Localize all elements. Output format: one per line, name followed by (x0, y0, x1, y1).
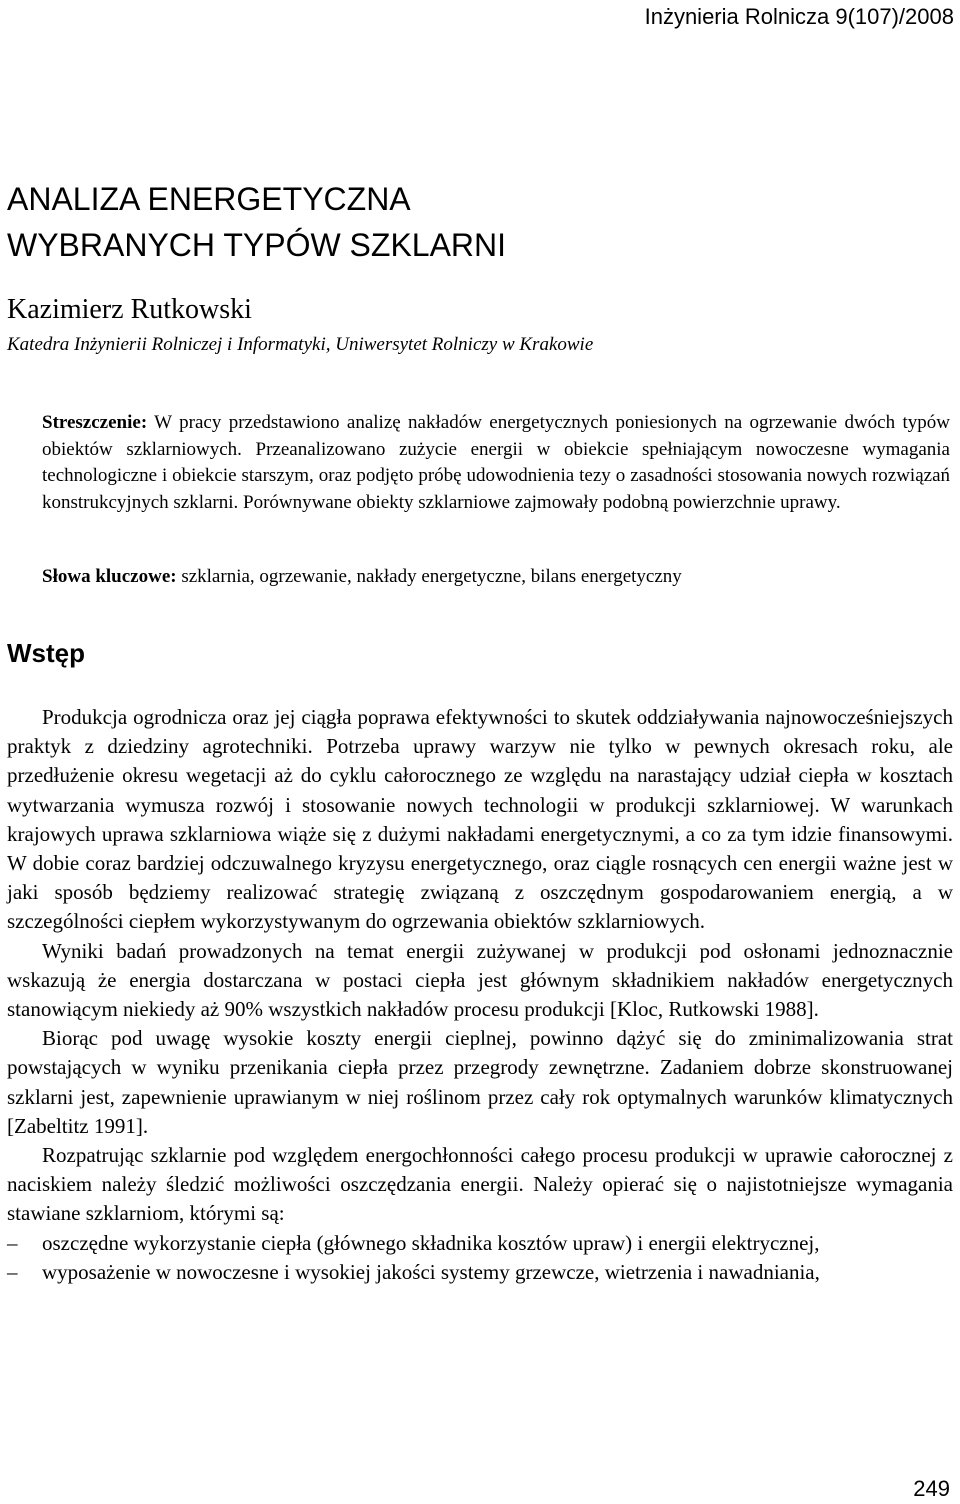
list-item-text: oszczędne wykorzystanie ciepła (głównego składnika kosztów upraw) i energii elektrycznej, (42, 1230, 820, 1255)
abstract-label: Streszczenie: (42, 412, 148, 433)
requirements-list (7, 1229, 953, 1287)
dash-marker: – (7, 1259, 18, 1284)
author-name: Kazimierz Rutkowski (7, 294, 252, 325)
dash-marker: – (7, 1230, 18, 1255)
section-heading: Wstęp (7, 638, 85, 668)
list-item (7, 1258, 953, 1287)
page-number: 249 (913, 1476, 950, 1501)
abstract-text: W pracy przedstawiono analizę nakładów energetycznych poniesionych na ogrzewanie dwóch typów obiektów szklarniowych. Przeanalizowano zużycie energii w obiekcie spełniającym nowoczesne wymagania technologiczne i obiekcie starszym, oraz podjęto próbę udowodnienia tezy o zasadności stosowania nowych rozwiązań konstrukcyjnych szklarni. Porównywane obiekty szklarniowe zajmowały podobną powierzchnie uprawy. (42, 412, 950, 514)
journal-header: Inżynieria Rolnicza 9(107)/2008 (644, 4, 954, 29)
abstract (42, 410, 950, 517)
title-line-1: ANALIZA ENERGETYCZNA (7, 181, 411, 217)
section-body (7, 703, 953, 1287)
list-item-text: wyposażenie w nowoczesne i wysokiej jakości systemy grzewcze, wietrzenia i nawadniania, (42, 1259, 820, 1284)
title-line-2: WYBRANYCH TYPÓW SZKLARNI (7, 227, 507, 263)
author-affiliation: Katedra Inżynierii Rolniczej i Informatyki, Uniwersytet Rolniczy w Krakowie (7, 334, 594, 355)
keywords-text: szklarnia, ogrzewanie, nakłady energetyczne, bilans energetyczny (176, 566, 682, 587)
body-paragraph: Produkcja ogrodnicza oraz jej ciągła poprawa efektywności to skutek oddziaływania najnowocześniejszych praktyk z dziedziny agrotechniki. Potrzeba uprawy warzyw nie tylko w pewnych okresach roku, ale przedłużenie okresu wegetacji aż do cyklu całorocznego ze względu na narastający udział ciepła w kosztach wytwarzania wymusza rozwój i stosowanie nowych technologii w produkcji szklarniowej. W warunkach krajowych uprawa szklarniowa wiąże się z dużymi nakładami energetycznymi, a co za tym idzie finansowymi. W dobie coraz bardziej odczuwalnego kryzysu energetycznego, oraz ciągle rosnących cen energii ważne jest w jaki sposób będziemy realizować strategię związaną z oszczędnym gospodarowaniem energią, a w szczególności ciepłem wykorzystywanym do ogrzewania obiektów szklarniowych. (7, 705, 953, 934)
body-paragraph: Rozpatrując szklarnie pod względem energochłonności całego procesu produkcji w uprawie całorocznej z naciskiem należy śledzić możliwości oszczędzania energii. Należy opierać się o najistotniejsze wymagania stawiane szklarniom, którymi są: (7, 1143, 953, 1226)
body-paragraph: Biorąc pod uwagę wysokie koszty energii cieplnej, powinno dążyć się do zminimalizowania strat powstających w wyniku przenikania ciepła przez przegrody zewnętrzne. Zadaniem dobrze skonstruowanej szklarni jest, zapewnienie uprawianym w niej roślinom przez cały rok optymalnych warunków klimatycznych [Zabeltitz 1991]. (7, 1026, 953, 1138)
keywords (42, 566, 950, 588)
body-paragraph: Wyniki badań prowadzonych na temat energii zużywanej w produkcji pod osłonami jednoznacznie wskazują że energia dostarczana w postaci ciepła jest głównym składnikiem nakładów energetycznych stanowiącym niekiedy aż 90% wszystkich nakładów procesu produkcji [Kloc, Rutkowski 1988]. (7, 938, 953, 1022)
keywords-label: Słowa kluczowe: (42, 566, 177, 587)
article-title (7, 176, 506, 268)
list-item (7, 1229, 953, 1258)
